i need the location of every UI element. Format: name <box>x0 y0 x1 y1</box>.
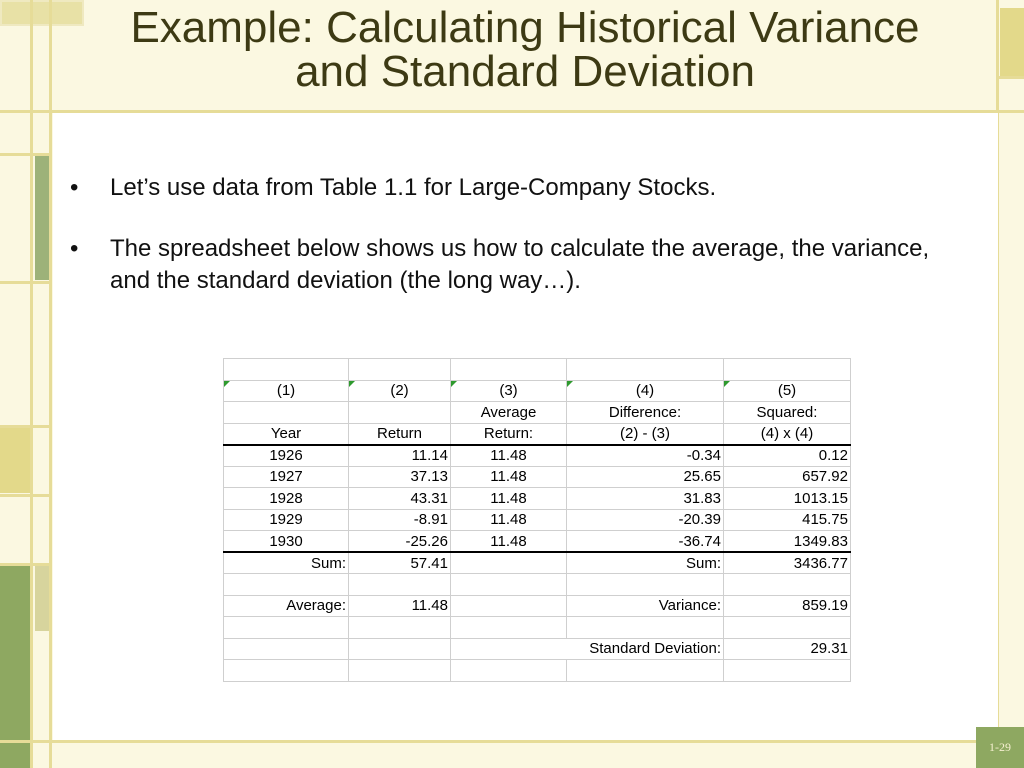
header-cell: Return: <box>451 423 567 445</box>
bullet-item <box>70 233 970 297</box>
decor-right-yellow-block <box>1000 8 1024 76</box>
header-cell: Average <box>451 402 567 424</box>
table-row-empty <box>224 574 851 596</box>
table-cell <box>567 574 724 596</box>
return-cell: 43.31 <box>349 488 451 510</box>
table-cell <box>349 617 451 639</box>
decor-hline <box>0 281 50 284</box>
decor-hline <box>0 740 1024 743</box>
page-number: 1-29 <box>976 727 1024 768</box>
std-dev-label: Standard Deviation: <box>451 638 724 660</box>
difference-cell: -0.34 <box>567 445 724 467</box>
table-row <box>224 531 851 553</box>
difference-cell: -20.39 <box>567 509 724 531</box>
header-cell <box>349 402 451 424</box>
table-cell <box>567 660 724 682</box>
year-cell: 1930 <box>224 531 349 553</box>
decor-hline <box>0 563 50 566</box>
decor-vline <box>49 0 52 768</box>
decor-hline <box>0 425 50 428</box>
decor-hline <box>996 76 1024 79</box>
bullet-item <box>70 172 970 204</box>
table-cell <box>224 660 349 682</box>
return-cell: -25.26 <box>349 531 451 553</box>
difference-cell: -36.74 <box>567 531 724 553</box>
header-cell: (4) <box>567 380 724 402</box>
return-cell: 11.14 <box>349 445 451 467</box>
sum-label-squared: Sum: <box>567 552 724 574</box>
table-header-row2 <box>224 402 851 424</box>
variance-value: 859.19 <box>724 595 851 617</box>
slide-title-line1: Example: Calculating Historical Variance <box>130 3 920 52</box>
squared-cell: 0.12 <box>724 445 851 467</box>
table-cell <box>224 617 349 639</box>
header-cell: (3) <box>451 380 567 402</box>
squared-cell: 415.75 <box>724 509 851 531</box>
decor-vline <box>30 0 33 768</box>
table-cell <box>451 359 567 381</box>
decor-hline <box>0 153 50 156</box>
year-cell: 1928 <box>224 488 349 510</box>
sum-squared-value: 3436.77 <box>724 552 851 574</box>
sum-return-value: 57.41 <box>349 552 451 574</box>
table-cell <box>224 638 349 660</box>
table-cell <box>349 574 451 596</box>
bullet-dot-icon: • <box>70 235 79 262</box>
average-return-cell: 11.48 <box>451 445 567 467</box>
average-value: 11.48 <box>349 595 451 617</box>
decor-hline <box>0 494 50 497</box>
table-row-empty <box>224 617 851 639</box>
table-cell <box>224 574 349 596</box>
bullet-dot-icon: • <box>70 174 79 201</box>
difference-cell: 31.83 <box>567 488 724 510</box>
difference-cell: 25.65 <box>567 466 724 488</box>
table-cell <box>451 552 567 574</box>
table-header-row3 <box>224 423 851 445</box>
year-cell: 1929 <box>224 509 349 531</box>
table-cell <box>224 359 349 381</box>
bullet-text: The spreadsheet below shows us how to calculate the average, the variance, and the standard deviation (the long way…). <box>110 235 930 294</box>
table-row <box>224 466 851 488</box>
table-row <box>224 445 851 467</box>
table-row-empty <box>224 359 851 381</box>
spreadsheet-table <box>223 358 851 682</box>
std-dev-value: 29.31 <box>724 638 851 660</box>
average-return-cell: 11.48 <box>451 509 567 531</box>
decor-left-green-block-upper <box>35 155 49 280</box>
table-row <box>224 488 851 510</box>
average-return-cell: 11.48 <box>451 531 567 553</box>
slide-title <box>55 3 995 96</box>
year-cell: 1927 <box>224 466 349 488</box>
squared-cell: 1013.15 <box>724 488 851 510</box>
decor-left-yellow-block <box>0 428 30 493</box>
return-cell: -8.91 <box>349 509 451 531</box>
header-cell: (4) x (4) <box>724 423 851 445</box>
table-cell <box>451 574 567 596</box>
table-cell <box>451 617 567 639</box>
table-cell <box>349 660 451 682</box>
table-cell <box>451 660 567 682</box>
std-dev-row <box>224 638 851 660</box>
squared-cell: 1349.83 <box>724 531 851 553</box>
average-variance-row <box>224 595 851 617</box>
header-cell: Squared: <box>724 402 851 424</box>
average-label: Average: <box>224 595 349 617</box>
average-return-cell: 11.48 <box>451 466 567 488</box>
header-cell: (2) - (3) <box>567 423 724 445</box>
year-cell: 1926 <box>224 445 349 467</box>
table-cell <box>567 359 724 381</box>
variance-label: Variance: <box>567 595 724 617</box>
table-header-numbers-row <box>224 380 851 402</box>
return-cell: 37.13 <box>349 466 451 488</box>
header-cell: (5) <box>724 380 851 402</box>
average-return-cell: 11.48 <box>451 488 567 510</box>
table-cell <box>349 638 451 660</box>
header-cell <box>224 402 349 424</box>
table-cell <box>724 617 851 639</box>
header-cell: Difference: <box>567 402 724 424</box>
sum-row <box>224 552 851 574</box>
header-cell: (1) <box>224 380 349 402</box>
table-cell <box>567 617 724 639</box>
table-cell <box>724 574 851 596</box>
table-cell <box>451 595 567 617</box>
decor-left-green-block-lower <box>0 566 30 768</box>
table-cell <box>349 359 451 381</box>
table-cell <box>724 660 851 682</box>
header-cell: Year <box>224 423 349 445</box>
header-cell: (2) <box>349 380 451 402</box>
bullet-text: Let’s use data from Table 1.1 for Large-Company Stocks. <box>110 174 717 201</box>
table-cell <box>724 359 851 381</box>
header-cell: Return <box>349 423 451 445</box>
squared-cell: 657.92 <box>724 466 851 488</box>
sum-label: Sum: <box>224 552 349 574</box>
table-row <box>224 509 851 531</box>
slide-title-line2: and Standard Deviation <box>295 47 755 96</box>
table-row-empty <box>224 660 851 682</box>
bullet-list <box>70 172 970 326</box>
